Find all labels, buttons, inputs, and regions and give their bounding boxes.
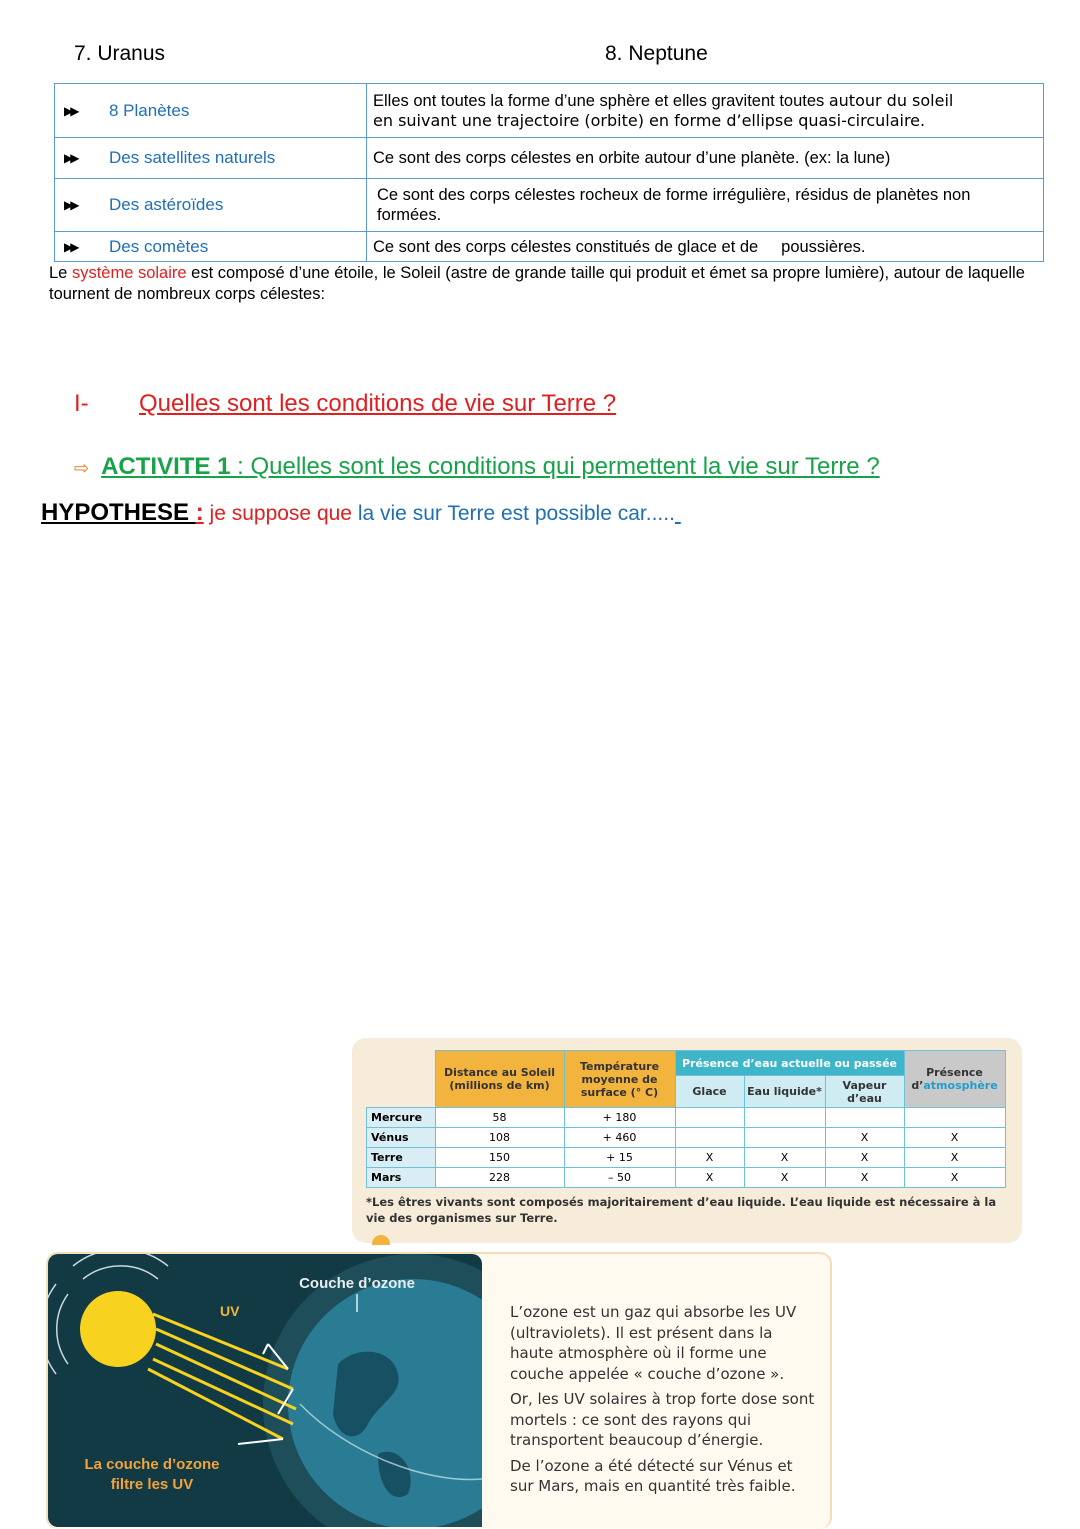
double-arrow-bullet-icon: ▶▶: [64, 151, 77, 165]
planet-8-neptune: 8. Neptune: [605, 42, 708, 65]
definition-row: [55, 232, 1044, 262]
ozone-caption-line2: filtre les UV: [110, 1476, 194, 1493]
ozone-layer-label: Couche d’ozone: [299, 1275, 415, 1292]
ozone-explanation: [510, 1302, 820, 1502]
definition-text: Ce sont des corps célestes constitués de glace et de poussières.: [367, 232, 1044, 262]
ozone-paragraph: Or, les UV solaires à trop forte dose sont mortels : ce sont des rayons qui transportent beaucoup d’énergie.: [510, 1390, 815, 1449]
solar-system-intro: Le système solaire est composé d’une étoile, le Soleil (astre de grande taille qui produit et émet sa propre lumière), autour de laquelle tournent de nombreux corps célestes:: [49, 264, 1025, 303]
double-arrow-bullet-icon: ▶▶: [64, 103, 77, 118]
ozone-paragraph: L’ozone est un gaz qui absorbe les UV (ultraviolets). Il est présent dans la haute atmosphère où il forme une couche appelée « couche d’ozone ».: [510, 1303, 797, 1383]
planet-data-card: [352, 1038, 1022, 1243]
table-row: Vénus 108 + 460 X X: [367, 1128, 1006, 1148]
hypothesis-line: HYPOTHESE : je suppose que la vie sur Terre est possible car.....: [41, 499, 675, 526]
planet-data-table: Distance au Soleil (millions de km) Température moyenne de surface (° C) Présence d’eau actuelle ou passée Présence d’atmosphère Glace Eau liquide* Vapeur d’eau Mercure 58 + 180 Vénus 108 + 460 X X Terre 150 + 15 X X X X Mars 228 – 50 X X X X: [366, 1050, 1006, 1188]
definition-term: Des astéroïdes: [109, 195, 224, 214]
double-arrow-bullet-icon: ▶▶: [64, 198, 77, 212]
definition-term: 8 Planètes: [109, 100, 190, 120]
activity-heading: ⇨ ACTIVITE 1 : Quelles sont les conditions qui permettent la vie sur Terre ?: [74, 453, 880, 480]
definition-text: Ce sont des corps célestes en orbite autour d’une planète. (ex: la lune): [367, 138, 1044, 179]
solar-system-definitions-table: [54, 83, 1044, 262]
section-title: I- Quelles sont les conditions de vie sur Terre ?: [74, 390, 617, 417]
ozone-paragraph: De l’ozone a été détecté sur Vénus et sur Mars, mais en quantité très faible.: [510, 1456, 796, 1495]
right-arrow-icon: ⇨: [74, 458, 90, 478]
table-row: Terre 150 + 15 X X X X: [367, 1148, 1006, 1168]
table-row: Mercure 58 + 180: [367, 1108, 1006, 1128]
ozone-caption-line1: La couche d’ozone: [84, 1456, 220, 1473]
solar-system-highlight: système solaire: [71, 264, 187, 282]
uv-label: UV: [220, 1303, 240, 1319]
definition-term: Des comètes: [109, 236, 209, 256]
definition-row: [55, 179, 1044, 232]
definition-row: [55, 84, 1044, 138]
double-arrow-bullet-icon: ▶▶: [64, 239, 77, 254]
definition-text: Elles ont toutes la forme d’une sphère et elles gravitent toutes autour du soleil en suivant une trajectoire (orbite) en forme d’ellipse quasi-circulaire.: [367, 84, 1044, 138]
definition-term: Des satellites naturels: [109, 148, 276, 167]
definition-row: [55, 138, 1044, 179]
table-footnote: *Les êtres vivants sont composés majoritairement d’eau liquide. L’eau liquide est nécessaire à la vie des organismes sur Terre.: [366, 1195, 997, 1225]
definition-text: Ce sont des corps célestes rocheux de forme irrégulière, résidus de planètes non formées.: [367, 179, 1044, 232]
ozone-illustration: [48, 1254, 482, 1527]
table-row: Mars 228 – 50 X X X X: [367, 1168, 1006, 1188]
planet-7-uranus: 7. Uranus: [74, 42, 166, 65]
